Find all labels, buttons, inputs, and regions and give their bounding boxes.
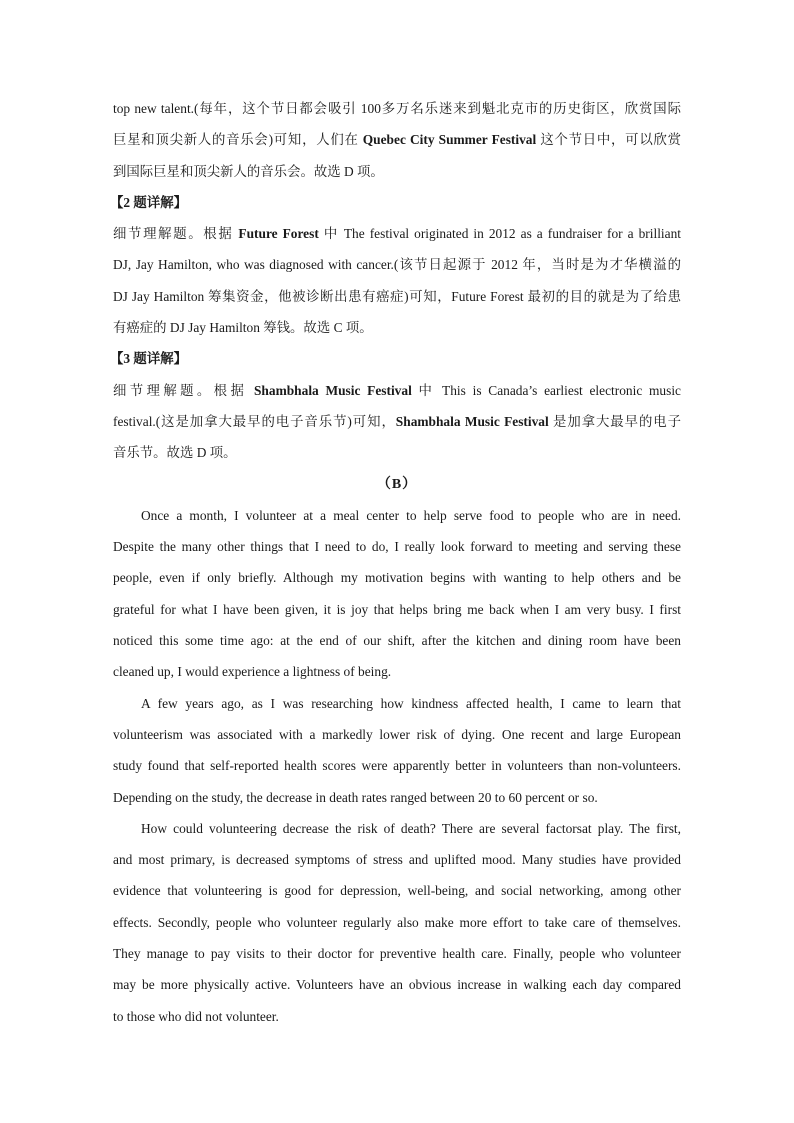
text-line — [113, 124, 681, 155]
text-line: 有癌症的 DJ Jay Hamilton 筹钱。故选 C 项。 — [113, 320, 373, 336]
text-line: to those who did not volunteer. — [113, 1008, 279, 1024]
text-line — [113, 218, 681, 249]
text-line: top new talent.(每年，这个节日都会吸引 100多万名乐迷来到魁北克市的历史街区，欣赏国际 — [113, 101, 681, 116]
text-span: festival.(这是加拿大最早的电子音乐节)可知， — [113, 413, 396, 429]
text-line: Once a month, I volunteer at a meal center to help serve food to people who are in need. — [141, 507, 681, 523]
text-line: cleaned up, I would experience a lightness of being. — [113, 664, 392, 680]
festival-name: Quebec City Summer Festival — [362, 132, 537, 148]
text-line: effects. Secondly, people who volunteer regularly also make more effort to take care of themselves. — [113, 914, 681, 930]
text-span: 巨星和顶尖新人的音乐会)可知，人们在 — [113, 132, 363, 148]
answer-3-explanation — [113, 375, 681, 469]
text-line: grateful for what I have been given, it is joy that helps bring me back when I am very busy. I first — [113, 601, 681, 617]
text-span: 中 This is Canada’s earliest electronic music — [411, 382, 681, 398]
document-page — [110, 93, 681, 1032]
question-2-heading: 【2 题详解】 — [110, 194, 187, 210]
text-line: people, even if only briefly. Although my motivation begins with wanting to help others and be — [113, 570, 681, 586]
text-line: A few years ago, as I was researching how kindness affected health, I came to learn that — [141, 695, 681, 711]
text-line: 音乐节。故选 D 项。 — [113, 445, 237, 461]
text-span: 细节理解题。根据 — [113, 226, 239, 242]
text-line — [113, 406, 681, 437]
text-line: Despite the many other things that I need to do, I really look forward to meeting and serving these — [113, 539, 681, 555]
text-span: 中 The festival originated in 2012 as a fundraiser for a brilliant — [318, 226, 681, 242]
text-line: study found that self-reported health scores were apparently better in volunteers than non-volunteers. — [113, 758, 681, 774]
text-line: volunteerism was associated with a markedly lower risk of dying. One recent and large European — [113, 726, 681, 742]
passage-paragraph-3 — [113, 813, 681, 1032]
festival-name: Shambhala Music Festival — [395, 413, 549, 429]
text-line: may be more physically active. Volunteers have an obvious increase in walking each day compared — [113, 977, 681, 993]
text-line: Depending on the study, the decrease in death rates ranged between 20 to 60 percent or so. — [113, 789, 598, 805]
answer-2-explanation — [113, 218, 681, 343]
question-3-heading: 【3 题详解】 — [110, 351, 187, 367]
text-line: How could volunteering decrease the risk of death? There are several factorsat play. The first, — [141, 820, 681, 836]
festival-name: Future Forest — [238, 226, 319, 242]
festival-name: Shambhala Music Festival — [253, 382, 412, 398]
text-line: evidence that volunteering is good for depression, well-being, and social networking, among other — [113, 883, 681, 899]
passage-paragraph-2 — [113, 688, 681, 813]
text-span: 这个节日中，可以欣赏 — [536, 132, 681, 148]
text-line: noticed this some time ago: at the end of our shift, after the kitchen and dining room have been — [113, 633, 681, 649]
text-line: and most primary, is decreased symptoms of stress and uplifted mood. Many studies have provided — [113, 852, 681, 868]
text-line: DJ, Jay Hamilton, who was diagnosed with cancer.(该节日起源于 2012 年，当时是为才华横溢的 — [113, 257, 681, 273]
text-line — [113, 375, 681, 406]
answer-1-explanation — [113, 93, 681, 187]
section-title: （B） — [376, 476, 418, 492]
text-line: They manage to pay visits to their doctor for preventive health care. Finally, people who volunteer — [113, 946, 681, 962]
passage-paragraph-1 — [113, 500, 681, 688]
text-line: 到国际巨星和顶尖新人的音乐会。故选 D 项。 — [113, 163, 384, 179]
text-span: 是加拿大最早的电子 — [548, 413, 681, 429]
text-span: 细节理解题。根据 — [113, 382, 254, 398]
text-line: DJ Jay Hamilton 筹集资金，他被诊断出患有癌症)可知，Future Forest 最初的目的就是为了给患 — [113, 288, 681, 304]
